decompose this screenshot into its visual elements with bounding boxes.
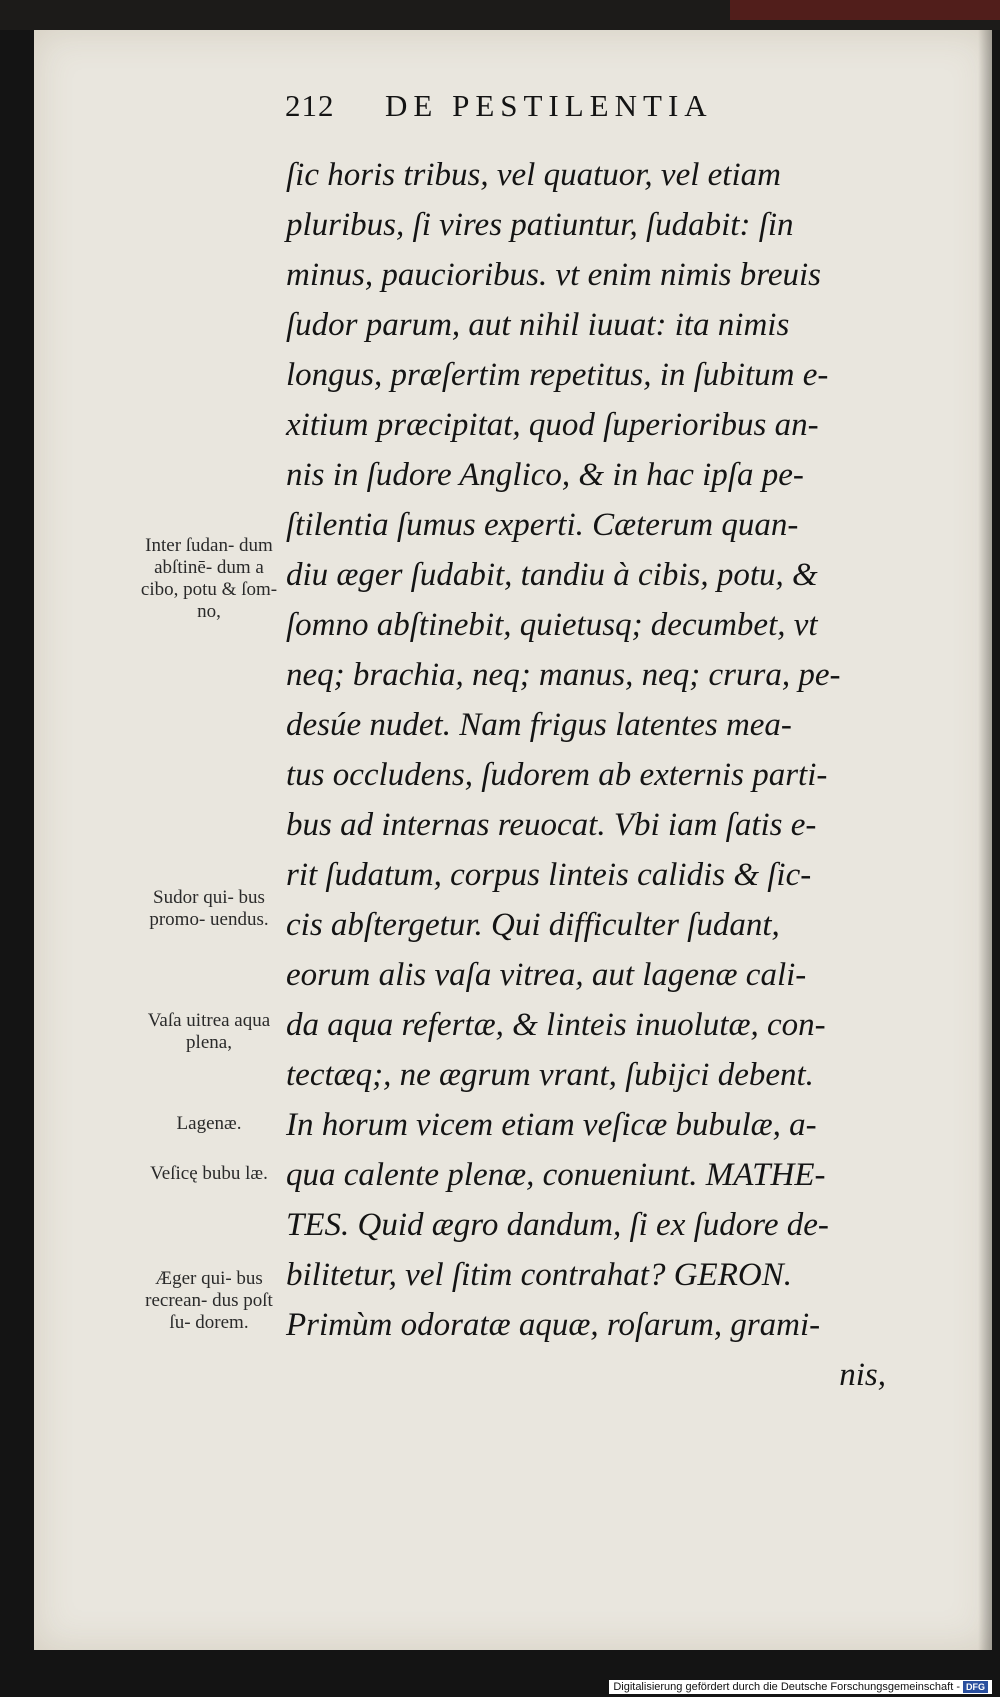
margin-note: Sudor qui- bus promo- uendus.: [149, 887, 269, 930]
page-gutter-shadow: [978, 30, 992, 1650]
text-line: pluribus, ſi vires patiuntur, ſudabit: ſin: [286, 207, 794, 243]
main-text: [286, 150, 886, 1400]
text-line: bus ad internas reuocat. Vbi iam ſatis e-: [286, 807, 817, 843]
catchword: nis,: [839, 1357, 886, 1393]
margin-note: Veſicę bubu læ.: [150, 1163, 268, 1184]
text-line: ſomno abſtinebit, quietusq; decumbet, vt: [286, 607, 818, 643]
book-edge: [730, 0, 1000, 20]
text-line: longus, præſertim repetitus, in ſubitum e-: [286, 357, 829, 393]
margin-note: Æger qui- bus recrean- dus poſt ſu- dorem.: [145, 1268, 273, 1333]
text-line: nis in ſudore Anglico, & in hac ipſa pe-: [286, 457, 804, 493]
page-number: 212: [285, 88, 335, 123]
text-line: minus, paucioribus. vt enim nimis breuis: [286, 257, 822, 293]
text-line: tus occludens, ſudorem ab externis parti-: [286, 757, 828, 793]
text-line: eorum alis vaſa vitrea, aut lagenæ cali-: [286, 957, 807, 993]
running-title: DE PESTILENTIA: [385, 88, 713, 123]
dfg-logo: DFG: [963, 1681, 988, 1693]
text-line: TES. Quid ægro dandum, ſi ex ſudore de-: [286, 1207, 829, 1243]
margin-note: Inter ſudan- dum abſtinē- dum a cibo, potu & ſom- no,: [140, 535, 278, 622]
margin-note: Vaſa uitrea aqua plena,: [147, 1010, 271, 1053]
margin-note: Lagenæ.: [176, 1113, 242, 1134]
text-line: xitium præcipitat, quod ſuperioribus an-: [286, 407, 819, 443]
digitization-credit: [609, 1680, 992, 1694]
text-line: da aqua refertæ, & linteis inuolutæ, con-: [286, 1007, 826, 1043]
text-line: ſudor parum, aut nihil iuuat: ita nimis: [286, 307, 790, 343]
text-line: diu æger ſudabit, tandiu à cibis, potu, &: [286, 557, 818, 593]
text-line: Primùm odoratæ aquæ, roſarum, grami-: [286, 1307, 821, 1343]
text-line: qua calente plenæ, conueniunt. MATHE-: [286, 1157, 826, 1193]
text-line: ſtilentia ſumus experti. Cæterum quan-: [286, 507, 799, 543]
page-header: [285, 88, 805, 138]
text-line: tectæq;, ne ægrum vrant, ſubijci debent.: [286, 1057, 814, 1093]
text-line: cis abſtergetur. Qui difficulter ſudant,: [286, 907, 780, 943]
text-line: neq; brachia, neq; manus, neq; crura, pe-: [286, 657, 841, 693]
text-line: In horum vicem etiam veſicæ bubulæ, a-: [286, 1107, 817, 1143]
credit-text: Digitalisierung gefördert durch die Deutsche Forschungsgemeinschaft -: [613, 1681, 960, 1693]
text-line: desúe nudet. Nam frigus latentes mea-: [286, 707, 792, 743]
text-line: ſic horis tribus, vel quatuor, vel etiam: [286, 157, 781, 193]
text-line: bilitetur, vel ſitim contrahat? GERON.: [286, 1257, 792, 1293]
text-line: rit ſudatum, corpus linteis calidis & ſic-: [286, 857, 812, 893]
